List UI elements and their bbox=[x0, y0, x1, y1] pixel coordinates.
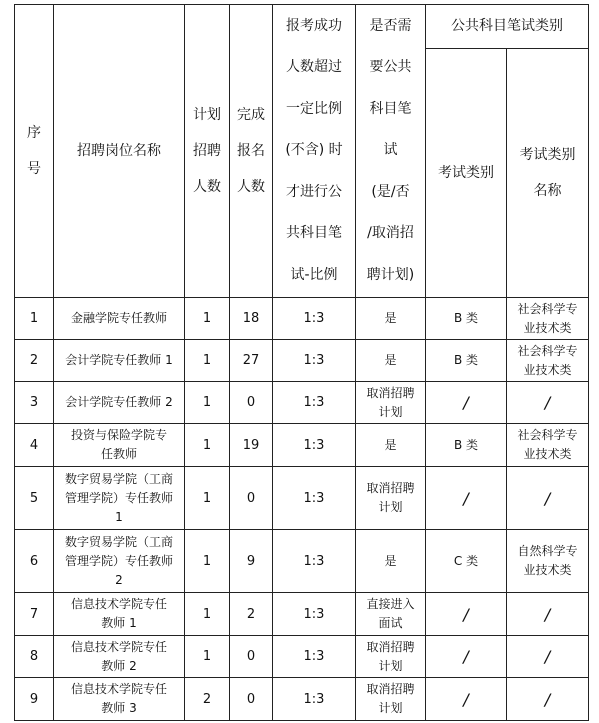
header-exam-type-name: 考试类别 名称 bbox=[507, 49, 589, 298]
table-row bbox=[15, 636, 589, 678]
row-ratio: 1:3 bbox=[273, 382, 356, 424]
row-exam-type-name: / bbox=[507, 382, 589, 424]
header-need-exam: 是否需 要公共 科目笔 试 (是/否 /取消招 聘计划) bbox=[356, 5, 426, 298]
row-exam-type-name: / bbox=[507, 593, 589, 636]
row-position: 数字贸易学院（工商 管理学院）专任教师 1 bbox=[54, 467, 185, 530]
row-exam-type-name: 社会科学专 业技术类 bbox=[507, 298, 589, 340]
row-planned: 2 bbox=[185, 678, 230, 721]
row-ratio: 1:3 bbox=[273, 298, 356, 340]
row-exam-type: / bbox=[426, 593, 507, 636]
row-need-exam: 是 bbox=[356, 340, 426, 382]
row-exam-type: / bbox=[426, 467, 507, 530]
row-number: 8 bbox=[15, 636, 54, 678]
row-ratio: 1:3 bbox=[273, 467, 356, 530]
header-ratio: 报考成功 人数超过 一定比例 (不含) 时 才进行公 共科目笔 试-比例 bbox=[273, 5, 356, 298]
row-number: 7 bbox=[15, 593, 54, 636]
row-exam-type-name: / bbox=[507, 467, 589, 530]
row-exam-type-name: 社会科学专 业技术类 bbox=[507, 340, 589, 382]
row-completed: 0 bbox=[230, 678, 273, 721]
row-exam-type: B 类 bbox=[426, 340, 507, 382]
row-number: 5 bbox=[15, 467, 54, 530]
row-need-exam: 直接进入 面试 bbox=[356, 593, 426, 636]
row-planned: 1 bbox=[185, 340, 230, 382]
row-exam-type-name: / bbox=[507, 678, 589, 721]
table-row bbox=[15, 340, 589, 382]
row-planned: 1 bbox=[185, 636, 230, 678]
table-row bbox=[15, 382, 589, 424]
row-ratio: 1:3 bbox=[273, 636, 356, 678]
row-exam-type: / bbox=[426, 636, 507, 678]
header-position: 招聘岗位名称 bbox=[54, 5, 185, 298]
row-exam-type-name: 社会科学专 业技术类 bbox=[507, 424, 589, 467]
row-planned: 1 bbox=[185, 424, 230, 467]
row-completed: 0 bbox=[230, 636, 273, 678]
row-completed: 18 bbox=[230, 298, 273, 340]
row-position: 会计学院专任教师 2 bbox=[54, 382, 185, 424]
row-completed: 0 bbox=[230, 467, 273, 530]
table-row bbox=[15, 424, 589, 467]
table-row bbox=[15, 530, 589, 593]
row-position: 金融学院专任教师 bbox=[54, 298, 185, 340]
row-position: 数字贸易学院（工商 管理学院）专任教师 2 bbox=[54, 530, 185, 593]
row-completed: 27 bbox=[230, 340, 273, 382]
table-body bbox=[15, 298, 589, 721]
row-exam-type: / bbox=[426, 678, 507, 721]
row-exam-type: B 类 bbox=[426, 424, 507, 467]
row-planned: 1 bbox=[185, 298, 230, 340]
row-completed: 9 bbox=[230, 530, 273, 593]
row-ratio: 1:3 bbox=[273, 530, 356, 593]
row-need-exam: 是 bbox=[356, 530, 426, 593]
row-need-exam: 取消招聘 计划 bbox=[356, 636, 426, 678]
header-planned: 计划 招聘 人数 bbox=[185, 5, 230, 298]
row-need-exam: 取消招聘 计划 bbox=[356, 467, 426, 530]
row-completed: 19 bbox=[230, 424, 273, 467]
row-completed: 0 bbox=[230, 382, 273, 424]
row-exam-type: / bbox=[426, 382, 507, 424]
row-need-exam: 取消招聘 计划 bbox=[356, 678, 426, 721]
row-need-exam: 取消招聘 计划 bbox=[356, 382, 426, 424]
row-ratio: 1:3 bbox=[273, 593, 356, 636]
row-number: 3 bbox=[15, 382, 54, 424]
row-position: 投资与保险学院专 任教师 bbox=[54, 424, 185, 467]
row-need-exam: 是 bbox=[356, 424, 426, 467]
header-exam-type: 考试类别 bbox=[426, 49, 507, 298]
row-position: 信息技术学院专任 教师 1 bbox=[54, 593, 185, 636]
row-number: 2 bbox=[15, 340, 54, 382]
row-planned: 1 bbox=[185, 530, 230, 593]
header-completed: 完成 报名 人数 bbox=[230, 5, 273, 298]
row-number: 4 bbox=[15, 424, 54, 467]
row-planned: 1 bbox=[185, 467, 230, 530]
row-number: 1 bbox=[15, 298, 54, 340]
row-completed: 2 bbox=[230, 593, 273, 636]
table-row bbox=[15, 467, 589, 530]
table-row bbox=[15, 593, 589, 636]
row-need-exam: 是 bbox=[356, 298, 426, 340]
row-number: 9 bbox=[15, 678, 54, 721]
row-number: 6 bbox=[15, 530, 54, 593]
table-row bbox=[15, 298, 589, 340]
row-position: 信息技术学院专任 教师 3 bbox=[54, 678, 185, 721]
row-ratio: 1:3 bbox=[273, 424, 356, 467]
row-ratio: 1:3 bbox=[273, 678, 356, 721]
row-planned: 1 bbox=[185, 382, 230, 424]
row-exam-type: B 类 bbox=[426, 298, 507, 340]
row-exam-type: C 类 bbox=[426, 530, 507, 593]
row-planned: 1 bbox=[185, 593, 230, 636]
row-ratio: 1:3 bbox=[273, 340, 356, 382]
row-position: 会计学院专任教师 1 bbox=[54, 340, 185, 382]
row-exam-type-name: 自然科学专 业技术类 bbox=[507, 530, 589, 593]
row-exam-type-name: / bbox=[507, 636, 589, 678]
table-row bbox=[15, 678, 589, 721]
recruitment-table bbox=[14, 4, 589, 721]
header-seq: 序 号 bbox=[15, 5, 54, 298]
header-exam-group: 公共科目笔试类别 bbox=[426, 5, 589, 49]
row-position: 信息技术学院专任 教师 2 bbox=[54, 636, 185, 678]
